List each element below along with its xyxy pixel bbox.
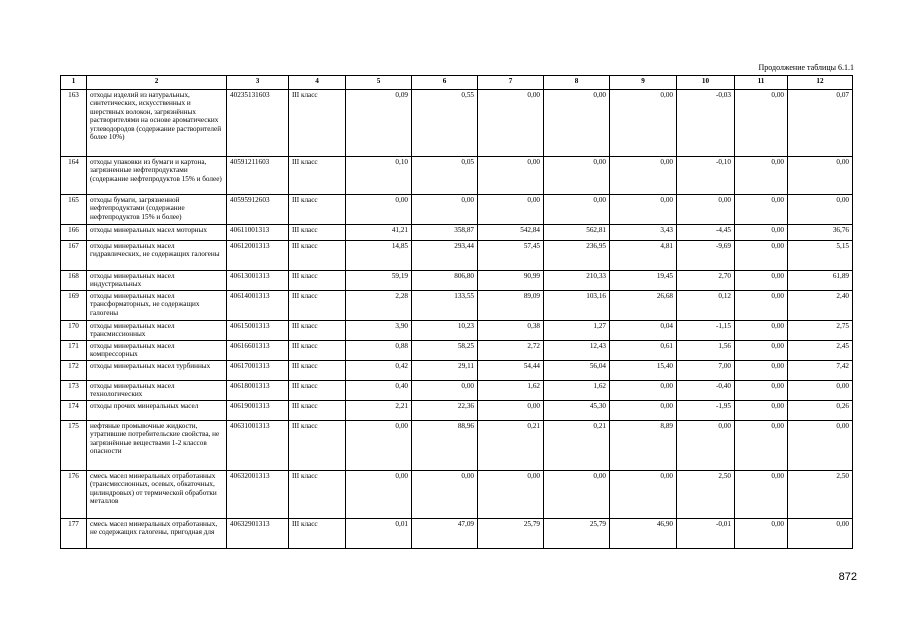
table-row — [61, 321, 853, 341]
value-cell: 0,00 — [788, 195, 853, 225]
value-cell: 89,09 — [478, 291, 544, 321]
value-cell: 0,00 — [544, 471, 610, 519]
hazard-class-cell: III класс — [289, 271, 346, 291]
hazard-class-cell: III класс — [289, 241, 346, 271]
waste-name-cell: отходы минеральных масел моторных — [87, 225, 227, 241]
table-row — [61, 195, 853, 225]
value-cell: 5,15 — [788, 241, 853, 271]
value-cell: 0,00 — [610, 195, 677, 225]
value-cell: 0,00 — [478, 401, 544, 421]
row-number-cell: 168 — [61, 271, 87, 291]
row-number-cell: 171 — [61, 341, 87, 361]
value-cell: 54,44 — [478, 361, 544, 381]
column-header: 6 — [412, 76, 478, 90]
value-cell: 0,38 — [478, 321, 544, 341]
waste-name-cell: отходы минеральных масел индустриальных — [87, 271, 227, 291]
value-cell: 0,00 — [788, 157, 853, 195]
value-cell: 22,36 — [412, 401, 478, 421]
value-cell: 90,99 — [478, 271, 544, 291]
column-header: 4 — [289, 76, 346, 90]
value-cell: 103,16 — [544, 291, 610, 321]
value-cell: 0,00 — [478, 195, 544, 225]
value-cell: 0,00 — [610, 90, 677, 157]
waste-name-cell: отходы бумаги, загрязненной нефтепродуктами (содержание нефтепродуктов 15% и более) — [87, 195, 227, 225]
value-cell: 0,00 — [610, 381, 677, 401]
value-cell: 0,09 — [346, 90, 412, 157]
value-cell: 59,19 — [346, 271, 412, 291]
fkko-code-cell: 40631001313 — [227, 421, 289, 471]
value-cell: 14,85 — [346, 241, 412, 271]
value-cell: 0,00 — [788, 381, 853, 401]
table-row — [61, 361, 853, 381]
waste-name-cell: отходы изделий из натуральных, синтетических, искусственных и шерстяных волокон, загрязнённых растворителями на основе ароматических углеводородов (содержание растворителей более 10%) — [87, 90, 227, 157]
table-row — [61, 381, 853, 401]
value-cell: 236,95 — [544, 241, 610, 271]
hazard-class-cell: III класс — [289, 291, 346, 321]
value-cell: 0,00 — [346, 421, 412, 471]
table-row — [61, 519, 853, 549]
table-row — [61, 225, 853, 241]
value-cell: 7,42 — [788, 361, 853, 381]
table-row — [61, 291, 853, 321]
value-cell: 0,00 — [412, 381, 478, 401]
column-header: 2 — [87, 76, 227, 90]
value-cell: 0,00 — [412, 195, 478, 225]
value-cell: 0,00 — [610, 157, 677, 195]
value-cell: 0,21 — [478, 421, 544, 471]
value-cell: 0,00 — [544, 157, 610, 195]
column-header: 12 — [788, 76, 853, 90]
hazard-class-cell: III класс — [289, 401, 346, 421]
value-cell: 4,81 — [610, 241, 677, 271]
fkko-code-cell: 40615001313 — [227, 321, 289, 341]
waste-name-cell: нефтяные промывочные жидкости, утратившие потребительские свойства, не загрязнённые веществами 1-2 классов опасности — [87, 421, 227, 471]
value-cell: 0,40 — [346, 381, 412, 401]
value-cell: 210,33 — [544, 271, 610, 291]
fkko-code-cell: 40632001313 — [227, 471, 289, 519]
table-row — [61, 341, 853, 361]
value-cell: 0,00 — [412, 471, 478, 519]
value-cell: 0,00 — [544, 195, 610, 225]
row-number-cell: 173 — [61, 381, 87, 401]
value-cell: -0,01 — [677, 519, 735, 549]
table-body — [61, 90, 853, 549]
value-cell: 12,43 — [544, 341, 610, 361]
value-cell: 0,00 — [544, 90, 610, 157]
hazard-class-cell: III класс — [289, 157, 346, 195]
value-cell: 58,25 — [412, 341, 478, 361]
value-cell: -4,45 — [677, 225, 735, 241]
value-cell: 10,23 — [412, 321, 478, 341]
fkko-code-cell: 40617001313 — [227, 361, 289, 381]
value-cell: -0,03 — [677, 90, 735, 157]
value-cell: 29,11 — [412, 361, 478, 381]
value-cell: 0,00 — [346, 471, 412, 519]
value-cell: 2,21 — [346, 401, 412, 421]
table-row — [61, 471, 853, 519]
value-cell: 0,61 — [610, 341, 677, 361]
fkko-code-cell: 40632901313 — [227, 519, 289, 549]
waste-name-cell: отходы минеральных масел турбинных — [87, 361, 227, 381]
row-number-cell: 164 — [61, 157, 87, 195]
hazard-class-cell: III класс — [289, 321, 346, 341]
waste-name-cell: отходы минеральных масел технологических — [87, 381, 227, 401]
column-header: 3 — [227, 76, 289, 90]
value-cell: 0,00 — [346, 195, 412, 225]
value-cell: 0,00 — [478, 90, 544, 157]
value-cell: 0,12 — [677, 291, 735, 321]
hazard-class-cell: III класс — [289, 90, 346, 157]
fkko-code-cell: 40619001313 — [227, 401, 289, 421]
column-header: 7 — [478, 76, 544, 90]
value-cell: 0,00 — [677, 195, 735, 225]
value-cell: 19,45 — [610, 271, 677, 291]
value-cell: 2,28 — [346, 291, 412, 321]
table-row — [61, 271, 853, 291]
table-row — [61, 157, 853, 195]
table-caption: Продолжение таблицы 6.1.1 — [758, 63, 854, 72]
value-cell: 0,05 — [412, 157, 478, 195]
value-cell: 0,26 — [788, 401, 853, 421]
value-cell: -0,10 — [677, 157, 735, 195]
waste-name-cell: отходы минеральных масел компрессорных — [87, 341, 227, 361]
value-cell: 0,00 — [735, 271, 788, 291]
value-cell: 2,45 — [788, 341, 853, 361]
value-cell: 0,00 — [735, 90, 788, 157]
hazard-class-cell: III класс — [289, 361, 346, 381]
value-cell: 8,89 — [610, 421, 677, 471]
table-row — [61, 421, 853, 471]
value-cell: 133,55 — [412, 291, 478, 321]
row-number-cell: 174 — [61, 401, 87, 421]
value-cell: 3,43 — [610, 225, 677, 241]
value-cell: 7,00 — [677, 361, 735, 381]
row-number-cell: 170 — [61, 321, 87, 341]
row-number-cell: 176 — [61, 471, 87, 519]
row-number-cell: 177 — [61, 519, 87, 549]
value-cell: 562,81 — [544, 225, 610, 241]
table-row — [61, 401, 853, 421]
table-row — [61, 241, 853, 271]
row-number-cell: 165 — [61, 195, 87, 225]
value-cell: 25,79 — [544, 519, 610, 549]
value-cell: 57,45 — [478, 241, 544, 271]
value-cell: 0,00 — [735, 401, 788, 421]
value-cell: -9,69 — [677, 241, 735, 271]
value-cell: 0,00 — [735, 291, 788, 321]
value-cell: 2,50 — [788, 471, 853, 519]
value-cell: 0,00 — [610, 401, 677, 421]
value-cell: 88,96 — [412, 421, 478, 471]
column-header: 9 — [610, 76, 677, 90]
value-cell: -0,40 — [677, 381, 735, 401]
row-number-cell: 172 — [61, 361, 87, 381]
value-cell: -1,15 — [677, 321, 735, 341]
value-cell: 1,62 — [544, 381, 610, 401]
fkko-code-cell: 40614001313 — [227, 291, 289, 321]
value-cell: 2,72 — [478, 341, 544, 361]
waste-name-cell: отходы минеральных масел трансформаторных, не содержащих галогены — [87, 291, 227, 321]
value-cell: 0,10 — [346, 157, 412, 195]
value-cell: 45,30 — [544, 401, 610, 421]
value-cell: 0,00 — [735, 471, 788, 519]
hazard-class-cell: III класс — [289, 195, 346, 225]
waste-name-cell: отходы упаковки из бумаги и картона, загрязненные нефтепродуктами (содержание нефтепродуктов 15% и более) — [87, 157, 227, 195]
value-cell: 0,00 — [735, 421, 788, 471]
value-cell: 3,90 — [346, 321, 412, 341]
value-cell: 0,04 — [610, 321, 677, 341]
value-cell: 0,00 — [677, 421, 735, 471]
value-cell: 0,00 — [610, 471, 677, 519]
fkko-code-cell: 40235131603 — [227, 90, 289, 157]
row-number-cell: 163 — [61, 90, 87, 157]
value-cell: 0,00 — [735, 321, 788, 341]
value-cell: 2,50 — [677, 471, 735, 519]
waste-name-cell: смесь масел минеральных отработанных (трансмиссионных, осевых, обкаточных, цилиндровых) от термической обработки металлов — [87, 471, 227, 519]
value-cell: 0,00 — [735, 241, 788, 271]
hazard-class-cell: III класс — [289, 381, 346, 401]
value-cell: 0,00 — [735, 361, 788, 381]
hazard-class-cell: III класс — [289, 471, 346, 519]
value-cell: 0,00 — [735, 195, 788, 225]
waste-name-cell: отходы минеральных масел гидравлических, не содержащих галогены — [87, 241, 227, 271]
value-cell: 0,00 — [788, 519, 853, 549]
fkko-code-cell: 40611001313 — [227, 225, 289, 241]
column-header: 1 — [61, 76, 87, 90]
value-cell: 26,68 — [610, 291, 677, 321]
value-cell: 0,55 — [412, 90, 478, 157]
value-cell: 41,21 — [346, 225, 412, 241]
value-cell: 358,87 — [412, 225, 478, 241]
value-cell: 1,56 — [677, 341, 735, 361]
column-header: 8 — [544, 76, 610, 90]
table-header-row — [61, 76, 853, 90]
row-number-cell: 167 — [61, 241, 87, 271]
value-cell: 0,00 — [478, 471, 544, 519]
fkko-code-cell: 40616601313 — [227, 341, 289, 361]
row-number-cell: 166 — [61, 225, 87, 241]
value-cell: 0,42 — [346, 361, 412, 381]
hazard-class-cell: III класс — [289, 225, 346, 241]
column-header: 10 — [677, 76, 735, 90]
value-cell: 806,80 — [412, 271, 478, 291]
value-cell: 47,09 — [412, 519, 478, 549]
hazard-class-cell: III класс — [289, 519, 346, 549]
value-cell: 15,40 — [610, 361, 677, 381]
value-cell: 0,00 — [735, 157, 788, 195]
value-cell: 0,00 — [735, 381, 788, 401]
waste-table — [60, 75, 853, 549]
value-cell: 0,00 — [735, 519, 788, 549]
row-number-cell: 169 — [61, 291, 87, 321]
value-cell: 61,89 — [788, 271, 853, 291]
waste-name-cell: отходы прочих минеральных масел — [87, 401, 227, 421]
value-cell: 25,79 — [478, 519, 544, 549]
table-row — [61, 90, 853, 157]
value-cell: 0,00 — [478, 157, 544, 195]
waste-name-cell: отходы минеральных масел трансмиссионных — [87, 321, 227, 341]
value-cell: 542,84 — [478, 225, 544, 241]
value-cell: 293,44 — [412, 241, 478, 271]
fkko-code-cell: 40612001313 — [227, 241, 289, 271]
waste-name-cell: смесь масел минеральных отработанных, не содержащих галогены, пригодная для — [87, 519, 227, 549]
value-cell: 0,07 — [788, 90, 853, 157]
column-header: 11 — [735, 76, 788, 90]
value-cell: 2,40 — [788, 291, 853, 321]
fkko-code-cell: 40595912603 — [227, 195, 289, 225]
fkko-code-cell: 40618001313 — [227, 381, 289, 401]
column-header: 5 — [346, 76, 412, 90]
hazard-class-cell: III класс — [289, 421, 346, 471]
value-cell: 0,01 — [346, 519, 412, 549]
value-cell: 0,88 — [346, 341, 412, 361]
value-cell: 1,27 — [544, 321, 610, 341]
fkko-code-cell: 40613001313 — [227, 271, 289, 291]
value-cell: 2,70 — [677, 271, 735, 291]
value-cell: 36,76 — [788, 225, 853, 241]
value-cell: 46,90 — [610, 519, 677, 549]
value-cell: -1,95 — [677, 401, 735, 421]
fkko-code-cell: 40591211603 — [227, 157, 289, 195]
value-cell: 1,62 — [478, 381, 544, 401]
value-cell: 56,04 — [544, 361, 610, 381]
value-cell: 0,00 — [788, 421, 853, 471]
value-cell: 0,00 — [735, 225, 788, 241]
value-cell: 0,00 — [735, 341, 788, 361]
page-number: 872 — [838, 571, 857, 583]
row-number-cell: 175 — [61, 421, 87, 471]
value-cell: 2,75 — [788, 321, 853, 341]
waste-table-container — [60, 75, 852, 549]
value-cell: 0,21 — [544, 421, 610, 471]
hazard-class-cell: III класс — [289, 341, 346, 361]
